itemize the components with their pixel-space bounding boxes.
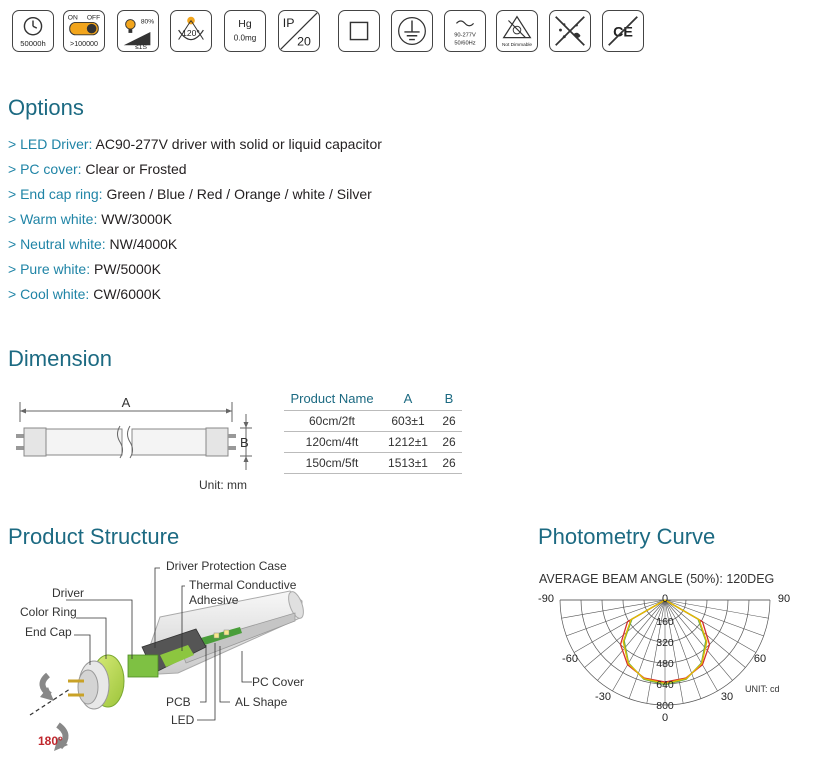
voltage-freq: 50/60Hz xyxy=(454,40,476,47)
switch-cycles-icon xyxy=(63,10,105,52)
label-color-ring: Color Ring xyxy=(20,605,77,619)
cell-product-name: 120cm/4ft xyxy=(284,432,380,453)
cell-a: 603±1 xyxy=(380,411,436,432)
option-value: AC90-277V driver with solid or liquid capacitor xyxy=(92,136,382,152)
dimension-unit: Unit: mm xyxy=(199,478,247,492)
ce-mark-icon xyxy=(602,10,644,52)
label-thermal-conductive: Thermal Conductive xyxy=(189,578,297,592)
label-driver: Driver xyxy=(52,586,84,600)
not-dimmable-icon xyxy=(496,10,538,52)
radial-tick-label: 800 xyxy=(656,700,674,712)
radial-tick-label: 640 xyxy=(656,679,674,691)
label-pc-cover: PC Cover xyxy=(252,675,305,689)
option-warm-white xyxy=(8,211,382,236)
option-value: CW/6000K xyxy=(89,286,161,302)
beam-angle-icon xyxy=(170,10,212,52)
photometry-heading: AVERAGE BEAM ANGLE (50%): 120DEG xyxy=(539,572,775,586)
photometry-title: Photometry Curve xyxy=(538,524,716,549)
table-row xyxy=(284,432,462,453)
switch-off-label: OFF xyxy=(86,14,101,22)
label-rotation: 180° xyxy=(38,734,63,748)
switch-on-label: ON xyxy=(67,14,78,22)
option-key: > Warm white: xyxy=(8,211,98,227)
startup-percent: 80% xyxy=(140,18,155,26)
angle-label: -60 xyxy=(562,653,578,665)
voltage-icon xyxy=(444,10,486,52)
option-end-cap-ring xyxy=(8,186,382,211)
option-key: > Pure white: xyxy=(8,261,91,277)
cell-b: 26 xyxy=(436,411,462,432)
not-dimmable-label: Not Dimmable xyxy=(501,43,533,49)
header-a: A xyxy=(403,390,413,406)
ce-mark-label: CE xyxy=(613,24,633,41)
header-product-name: Product Name xyxy=(290,390,374,406)
option-value: NW/4000K xyxy=(105,236,178,252)
ip-value: 20 xyxy=(297,34,311,49)
structure-title: Product Structure xyxy=(8,524,180,549)
switch-cycles-label: >100000 xyxy=(70,40,98,49)
angle-label: -90 xyxy=(538,593,554,605)
dimension-label-a: A xyxy=(121,395,131,410)
dimension-title: Dimension xyxy=(8,346,112,371)
table-header-row xyxy=(284,386,462,411)
option-key: > Cool white: xyxy=(8,286,90,302)
radial-tick-label: 320 xyxy=(656,637,674,649)
earth-ground-icon xyxy=(391,10,433,52)
dimension-label-b: B xyxy=(240,435,249,450)
cell-a: 1212±1 xyxy=(380,432,436,453)
cell-product-name: 60cm/2ft xyxy=(284,411,380,432)
beam-angle-label: 120° xyxy=(182,27,200,38)
lifetime-label: 50000h xyxy=(20,39,46,49)
angle-label: 30 xyxy=(720,691,734,703)
angle-label: -30 xyxy=(595,691,611,703)
label-led: LED xyxy=(171,713,195,727)
table-row xyxy=(284,453,462,474)
angle-label: 90 xyxy=(777,593,791,605)
voltage-range: 90-277V xyxy=(454,32,476,39)
ip-prefix: IP xyxy=(282,16,295,31)
cell-b: 26 xyxy=(436,432,462,453)
option-key: > PC cover: xyxy=(8,161,82,177)
lifetime-icon xyxy=(12,10,54,52)
option-pure-white xyxy=(8,261,382,286)
photometry-unit: UNIT: cd xyxy=(745,684,780,694)
instant-start-icon xyxy=(117,10,159,52)
dimension-table xyxy=(284,386,462,474)
option-key: > End cap ring: xyxy=(8,186,103,202)
options-title: Options xyxy=(8,95,84,120)
cell-b: 26 xyxy=(436,453,462,474)
option-value: WW/3000K xyxy=(97,211,173,227)
label-pcb: PCB xyxy=(166,695,191,709)
label-adhesive: Adhesive xyxy=(189,593,239,607)
option-led-driver xyxy=(8,136,382,161)
option-cool-white xyxy=(8,286,382,311)
double-insulation-icon xyxy=(338,10,380,52)
option-pc-cover xyxy=(8,161,382,186)
options-list xyxy=(8,136,382,311)
radial-tick-label: 160 xyxy=(656,616,674,628)
ip-rating-icon xyxy=(278,10,320,52)
table-row xyxy=(284,411,462,432)
option-value: Clear or Frosted xyxy=(81,161,187,177)
option-key: > LED Driver: xyxy=(8,136,93,152)
option-value: PW/5000K xyxy=(90,261,161,277)
photometry-polar-chart xyxy=(535,588,795,728)
radial-tick-label: 480 xyxy=(656,658,674,670)
cell-product-name: 150cm/5ft xyxy=(284,453,380,474)
option-value: Green / Blue / Red / Orange / white / Silver xyxy=(102,186,372,202)
startup-time: ≤1S xyxy=(135,44,147,51)
header-b: B xyxy=(444,390,454,406)
angle-label: 0 xyxy=(661,712,669,724)
no-disposal-icon xyxy=(549,10,591,52)
mercury-value: 0.0mg xyxy=(233,33,257,43)
cell-a: 1513±1 xyxy=(380,453,436,474)
label-driver-protection-case: Driver Protection Case xyxy=(166,559,287,573)
option-neutral-white xyxy=(8,236,382,261)
angle-label: 0 xyxy=(661,593,669,605)
mercury-free-icon xyxy=(224,10,266,52)
label-end-cap: End Cap xyxy=(25,625,72,639)
label-al-shape: AL Shape xyxy=(235,695,288,709)
option-key: > Neutral white: xyxy=(8,236,106,252)
angle-label: 60 xyxy=(753,653,767,665)
mercury-symbol: Hg xyxy=(238,19,252,31)
